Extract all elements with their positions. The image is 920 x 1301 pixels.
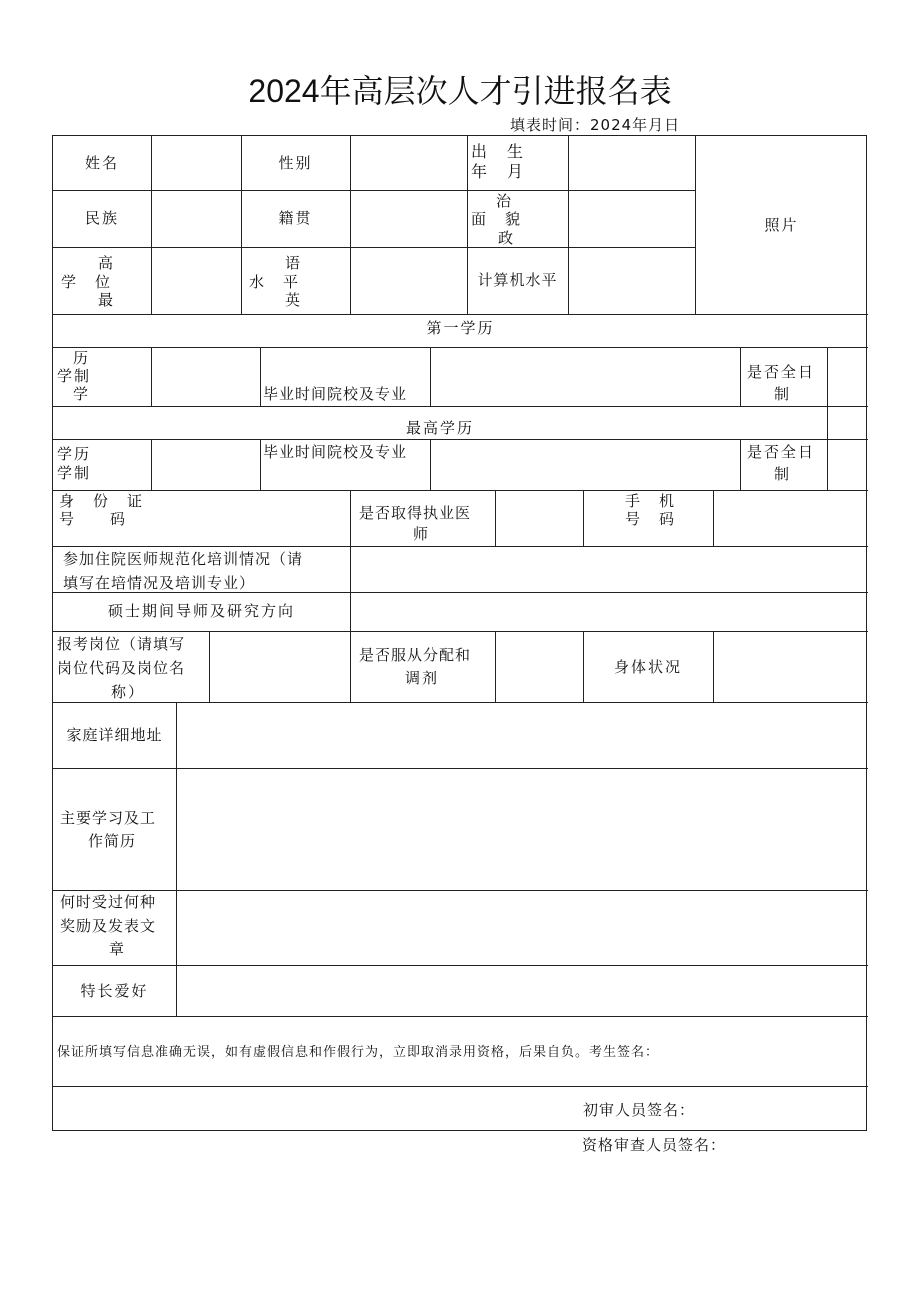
awards-label-line1: 何时受过何种: [60, 893, 157, 911]
id-number-label-line2: 号 码: [59, 510, 128, 528]
post-label-line1: 报考岗位（请填写: [57, 635, 186, 653]
training-label-line1: 参加住院医师规范化培训情况（请: [63, 550, 304, 568]
address-label: 家庭详细地址: [66, 726, 163, 744]
english-label-line3: 英: [285, 291, 303, 309]
post-label-line3: 称）: [111, 683, 146, 701]
health-label: 身体状况: [613, 658, 682, 676]
first-education-header: 第一学历: [426, 319, 495, 337]
english-label-line2: 水 平: [249, 273, 301, 291]
resume-label-line2: 作简历: [88, 832, 137, 850]
awards-label-line3: 章: [109, 940, 127, 958]
computer-level-label: 计算机水平: [477, 271, 558, 289]
highest-education-header: 最高学历: [405, 419, 474, 437]
first-edu-label-line2: 学制: [57, 367, 92, 385]
degree-label-line2: 学 位: [61, 273, 113, 291]
gender-label: 性别: [278, 154, 313, 172]
assign-label-line2: 调剂: [405, 669, 440, 687]
highest-edu-label-line2: 学制: [57, 464, 92, 482]
initial-review-signature-label: 初审人员签名：: [583, 1101, 696, 1119]
photo-label: 照片: [764, 216, 799, 234]
highest-edu-fulltime-line2: 制: [774, 465, 792, 483]
registration-form: [52, 135, 867, 1131]
post-label-line2: 岗位代码及岗位名: [57, 659, 186, 677]
highest-edu-graduation-label: 毕业时间院校及专业: [263, 443, 408, 461]
license-label-line2: 师: [413, 525, 431, 543]
awards-label-line2: 奖励及发表文: [60, 917, 157, 935]
hobby-label: 特长爱好: [80, 982, 149, 1000]
political-status-line1: 治: [496, 192, 514, 210]
political-status-line3: 政: [498, 229, 516, 247]
ethnicity-label: 民族: [84, 209, 119, 227]
first-edu-fulltime-line1: 是否全日: [747, 363, 816, 381]
guarantee-statement: 保证所填写信息准确无误，如有虚假信息和作假行为，立即取消录用资格，后果自负。考生签名：: [57, 1045, 660, 1060]
degree-label-line1: 高: [98, 254, 116, 272]
id-number-label-line1: 身 份 证: [59, 492, 145, 510]
license-label-line1: 是否取得执业医: [359, 504, 472, 522]
phone-label-line1: 手 机: [625, 492, 677, 510]
degree-label-line3: 最: [98, 291, 116, 309]
qualification-review-signature-label: 资格审查人员签名：: [582, 1136, 727, 1154]
first-edu-label-line3: 学: [73, 385, 91, 403]
assign-label-line1: 是否服从分配和: [359, 646, 472, 664]
first-edu-graduation-label: 毕业时间院校及专业: [263, 385, 408, 403]
first-edu-label-line1: 历: [73, 349, 91, 367]
first-edu-fulltime-line2: 制: [774, 385, 792, 403]
fill-date: 填表时间：2024年月日: [510, 116, 681, 134]
phone-label-line2: 号 码: [625, 510, 677, 528]
resume-label-line1: 主要学习及工: [60, 809, 157, 827]
supervisor-label: 硕士期间导师及研究方向: [107, 602, 295, 620]
training-label-line2: 填写在培情况及培训专业）: [63, 574, 256, 592]
highest-edu-fulltime-line1: 是否全日: [747, 443, 816, 461]
english-label-line1: 语: [285, 254, 303, 272]
birth-label-line1: 出 生: [471, 142, 526, 161]
page-title: 2024年高层次人才引进报名表: [248, 73, 672, 109]
birth-label-line2: 年 月: [471, 162, 526, 181]
name-label: 姓名: [84, 154, 119, 172]
political-status-line2: 面 貌: [471, 210, 523, 228]
highest-edu-label-line1: 学历: [57, 445, 92, 463]
native-place-label: 籍贯: [278, 209, 313, 227]
